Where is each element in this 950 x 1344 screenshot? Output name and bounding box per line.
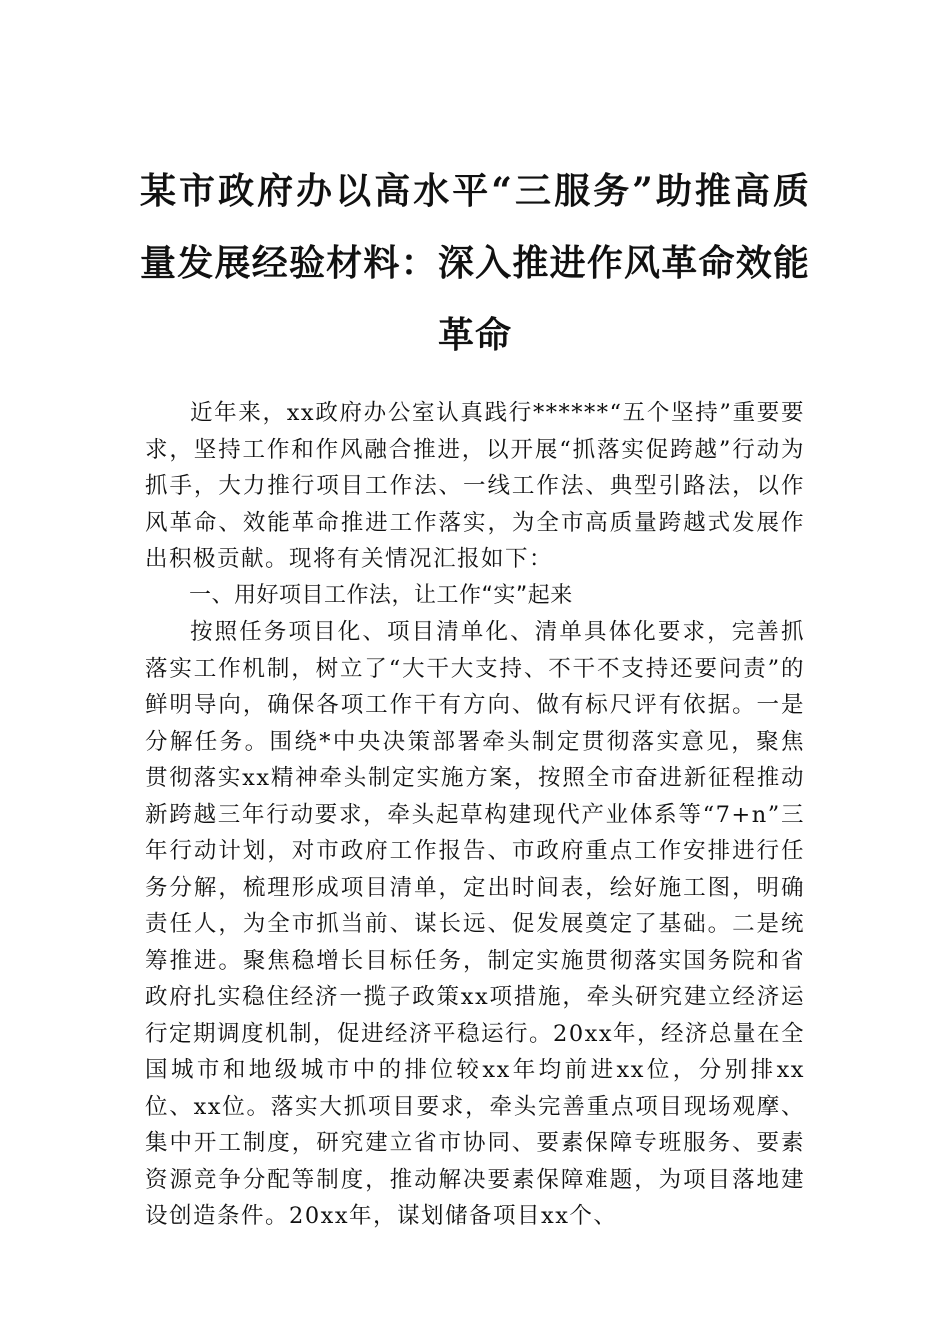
intro-paragraph: 近年来，xx政府办公室认真践行******“五个坚持”重要要求，坚持工作和作风融合推进，以开展“抓落实促跨越”行动为抓手，大力推行项目工作法、一线工作法、典型引路法，以作风革命、效能革命推进工作落实，为全市高质量跨越式发展作出积极贡献。现将有关情况汇报如下： [145,400,805,572]
document-title: 某市政府办以高水平“三服务”助推高质量发展经验材料：深入推进作风革命效能革命 [140,170,810,356]
section-heading: 一、用好项目工作法，让工作“实”起来 [189,582,573,608]
document-body [145,395,805,1235]
section-paragraph: 按照任务项目化、项目清单化、清单具体化要求，完善抓落实工作机制，树立了“大干大支持、不干不支持还要问责”的鲜明导向，确保各项工作干有方向、做有标尺评有依据。一是分解任务。围绕*中央决策部署牵头制定贯彻落实意见，聚焦贯彻落实xx精神牵头制定实施方案，按照全市奋进新征程推动新跨越三年行动要求，牵头起草构建现代产业体系等“7+n”三年行动计划，对市政府工作报告、市政府重点工作安排进行任务分解，梳理形成项目清单，定出时间表，绘好施工图，明确责任人，为全市抓当前、谋长远、促发展奠定了基础。二是统筹推进。聚焦稳增长目标任务，制定实施贯彻落实国务院和省政府扎实稳住经济一揽子政策xx项措施，牵头研究建立经济运行定期调度机制，促进经济平稳运行。20xx年，经济总量在全国城市和地级城市中的排位较xx年均前进xx位，分别排xx位、xx位。落实大抓项目要求，牵头完善重点项目现场观摩、集中开工制度，研究建立省市协同、要素保障专班服务、要素资源竞争分配等制度，推动解决要素保障难题，为项目落地建设创造条件。20xx年，谋划储备项目xx个、 [145,619,806,1229]
